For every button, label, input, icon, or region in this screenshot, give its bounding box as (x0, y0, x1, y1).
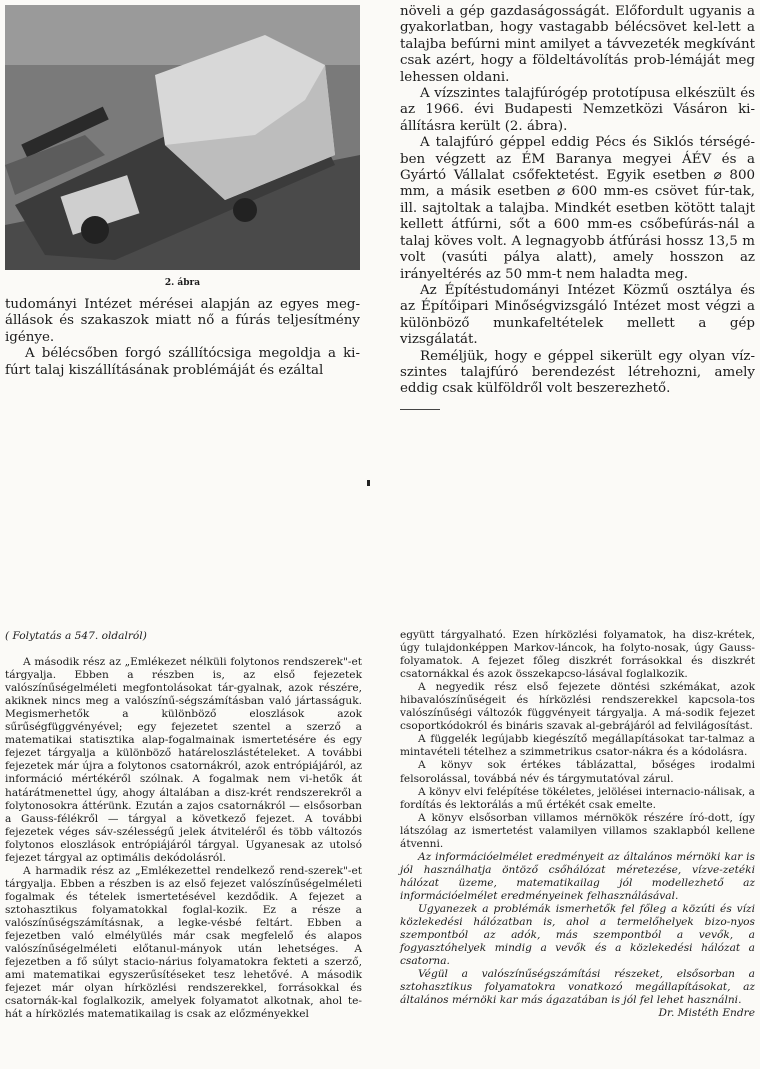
paragraph: A vízszintes talajfúrógép prototípusa elkészült és az 1966. évi Budapesti Nemzetközi Vásáron ki-állításra került (2. ábra). (400, 86, 755, 134)
drilling-machine-illustration (5, 5, 360, 270)
separator-mark (367, 480, 370, 486)
paragraph: A könyv elsősorban villamos mérnökök részére író-dott, így látszólag az ismertetést valamilyen villamos szaklapból kellene átvenni. (400, 811, 755, 850)
continuation-note: ( Folytatás a 547. oldalról) (5, 630, 147, 642)
paragraph: A bélécsőben forgó szállítócsiga megoldja a ki-fúrt talaj kiszállításának problémáját és ezáltal (5, 346, 360, 378)
figure-caption: 2. ábra (164, 278, 201, 288)
paragraph: A második rész az „Emlékezet nélküli folytonos rendszerek"-et tárgyalja. Ebben a részben is, az első fejezetek valószínűségelméleti megfontolásokat tár-gyalnak, azok részére, akiknek nincs meg a valószínű-ségszámításban való jártasságuk. Megismerhetők a különböző eloszlások azok sűrűségfüggvényével; egy fejezetet szentel a szerző a matematikai statisztika alap-fogalmainak ismertetésére és egy fejezet tárgyalja a különböző határeloszlástételeket. A további fejezetek már újra a folytonos csatornákról, azok entrópiájáról, az információ mértékéről szólnak. A fogalmak nem vi-hetők át határátmenettel úgy, ahogy általában a disz-krét rendszerekről a folytonosokra áttérünk. Ezután a zajos csatornákról — elsősorban a Gauss-félékről — tárgyal a következő fejezet. A további fejezetek véges sáv-szélességű jelek átviteléről és több változós folytonos eloszlások entrópiájáról tárgyal. Ugyanesak az utolsó fejezet tárgyal az optimális dekódolásról. (5, 656, 362, 864)
paragraph: Az információelmélet eredményeit az általános mérnöki kar is jól használhatja öntöző csőhálózat méretezése, vízve-zetéki hálózat üzeme, matematikailag jól modellezhető az információelmélet eredményeinek felhasználásával. (400, 850, 755, 902)
bottom-left-column (5, 630, 362, 1021)
end-rule (400, 409, 440, 410)
paragraph: A könyv elvi felépítése tökéletes, jelölései internacio-nálisak, a fordítás és lektorálás a mű értékét csak emelte. (400, 785, 755, 811)
author-signature: Dr. Mistéth Endre (658, 1007, 755, 1020)
paragraph-text: Végül a valószínűségszámítási részeket, elsősorban a sztohasztikus folyamatokra vonatkozó megállapításokat, az általános mérnöki kar más ágazatában is jól fel lehet használni. (400, 968, 755, 1007)
paragraph: tudományi Intézet mérései alapján az egyes meg-állások és szakaszok miatt nő a fúrás teljesítmény igénye. (5, 297, 360, 345)
paragraph: Az Építéstudományi Intézet Közmű osztálya és az Építőipari Minőségvizsgáló Intézet most végzi a különböző munkafeltételek mellett a gép vizsgálatát. (400, 282, 755, 348)
top-right-column (400, 4, 755, 398)
paragraph: A függelék legújabb kiegészítő megállapításokat tar-talmaz a mintavételi tételhez a szimmetrikus csator-nákra és a kódolásra. (400, 733, 755, 759)
paragraph: A negyedik rész első fejezete döntési szkémákat, azok hibavalószínűségeit és hírközlési rendszerekkel kapcsola-tos valószínűségi változók függvényeit tárgyalja. A má-sodik fejezet csoportkódokról és bináris szavak al-gebrájáról ad felvilágosítást. (400, 681, 755, 733)
bottom-right-column (400, 629, 755, 1020)
paragraph: A harmadik rész az „Emlékezettel rendelkező rend-szerek"-et tárgyalja. Ebben a részben is az első fejezet valószínűségelméleti fogalmak és tételek ismertetésével kezdődik. A fejezet a sztohasztikus folyamatokkal foglal-kozik. Ez a része a valószínűségszámításnak, a legke-vésbé feltárt. Ebben a fejezetben való elmélyülés már csak megfelelő és alapos valószínűségelméleti előtanul-mányok után lehetséges. A fejezetben a fő súlyt stacio-nárius folyamatokra fekteti a szerző, ami matematikai egyszerűsítéseket tesz lehetővé. A második fejezet már olyan hírközlési rendszerekkel, forrásokkal és csatornák-kal foglalkozik, amelyek folyamatot alkotnak, ahol te-hát a hírközlés matematikailag is csak az előzményekkel (5, 864, 362, 1021)
top-left-column (5, 297, 360, 379)
paragraph: Ugyanezek a problémák ismerhetők fel főleg a közúti és vízi közlekedési hálózatban is, ahol a termelőhelyek bizo-nyos szempontból az adók, más szempontból a vevők, a fogyasztóhelyek mindig a vevők és a közlekedési hálózat a csatorna. (400, 902, 755, 968)
paragraph: növeli a gép gazdaságosságát. Előfordult ugyanis a gyakorlatban, hogy vastagabb bélécsövet kel-lett a talajba befúrni mint amilyet a távvezeték megkívánt csak azért, hogy a földeltávolítás prob-lémáját meg lehessen oldani. (400, 4, 755, 85)
paragraph: A könyv sok értékes táblázattal, bőséges irodalmi felsorolással, továbbá név és tárgymutatóval zárul. (400, 759, 755, 785)
paragraph: Reméljük, hogy e géppel sikerült egy olyan víz-szintes talajfúró berendezést létrehozni, amely eddig csak külföldről volt beszerezhető. (400, 348, 755, 397)
paragraph (400, 968, 755, 1020)
paragraph: együtt tárgyalható. Ezen hírközlési folyamatok, ha disz-krétek, úgy tulajdonképpen Markov-láncok, ha folyto-nosak, úgy Gauss-folyamatok. A fejezet főleg diszkrét forrásokkal és diszkrét csatornákkal és azok összekapcso-lásával foglalkozik. (400, 629, 755, 681)
figure-photo (5, 5, 360, 270)
paragraph: A talajfúró géppel eddig Pécs és Siklós térségé-ben végzett az ÉM Baranya megyei ÁÉV és a Gyártó Vállalat csőfektetést. Egyik esetben ⌀ 800 mm, a másik esetben ⌀ 600 mm-es csövet fúr-tak, ill. sajtoltak a talajba. Mindkét esetben kötött talajt kellett átfúrni, sőt a 600 mm-es csőbefúrás-nál a talaj köves volt. A legnagyobb átfúrási hossz 13,5 m volt (vasúti pálya alatt), amely hosszon az irányeltérés az 50 mm-t nem haladta meg. (400, 135, 755, 282)
